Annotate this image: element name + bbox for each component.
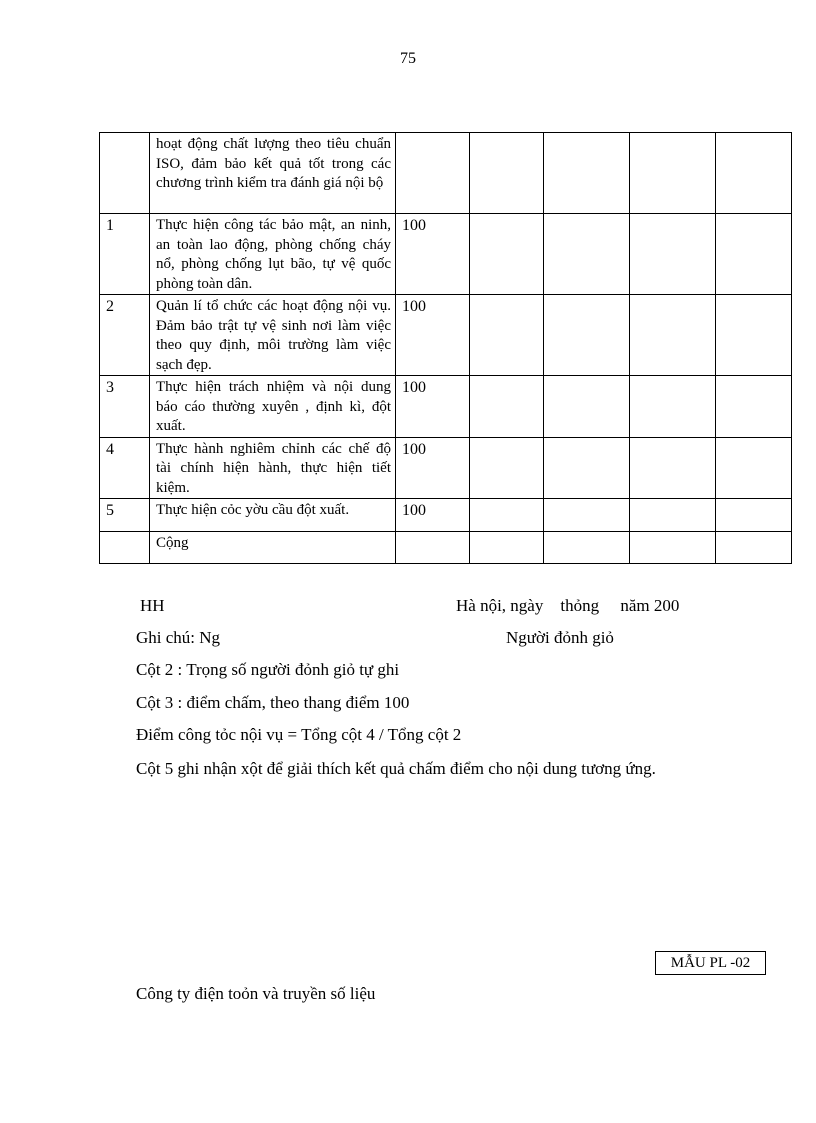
row-cell — [716, 499, 792, 532]
note-col2: Cột 2 : Trọng số người đỏnh giỏ tự ghi — [136, 660, 400, 679]
row-cell — [716, 376, 792, 438]
row-number — [100, 532, 150, 564]
row-cell — [544, 437, 630, 499]
row-description: Thực hiện cỏc yờu cầu đột xuất. — [150, 499, 396, 532]
note-col3: Cột 3 : điểm chấm, theo thang điểm 100 — [136, 693, 410, 712]
note-formula: Điểm công tỏc nội vụ = Tổng cột 4 / Tổng cột 2 — [136, 725, 462, 744]
row-description: Thực hiện công tác bảo mật, an ninh, an toàn lao động, phòng chống cháy nổ, phòng chống lụt bão, tự vệ quốc phòng toàn dân. — [150, 214, 396, 295]
row-number: 3 — [100, 376, 150, 438]
row-cell — [630, 532, 716, 564]
row-cell — [630, 437, 716, 499]
row-cell — [630, 295, 716, 376]
row-cell — [716, 437, 792, 499]
row-cell — [630, 499, 716, 532]
row-cell — [716, 295, 792, 376]
row-cell — [544, 214, 630, 295]
row-description: Thực hiện trách nhiệm và nội dung báo cáo thường xuyên , định kì, đột xuất. — [150, 376, 396, 438]
evaluator-label: Người đỏnh giỏ — [506, 628, 614, 647]
row-cell — [544, 532, 630, 564]
row-description: hoạt động chất lượng theo tiêu chuẩn ISO, đảm bảo kết quả tốt trong các chương trình kiểm tra đánh giá nội bộ — [150, 133, 396, 214]
table-row — [100, 133, 792, 214]
row-weight: 100 — [396, 214, 470, 295]
row-number — [100, 133, 150, 214]
row-cell — [716, 532, 792, 564]
evaluation-table — [99, 132, 792, 564]
row-weight: 100 — [396, 437, 470, 499]
row-number: 1 — [100, 214, 150, 295]
row-cell — [716, 214, 792, 295]
page-number: 75 — [400, 50, 416, 67]
place-date: Hà nội, ngày thỏng năm 200 — [456, 596, 680, 615]
table-row — [100, 499, 792, 532]
row-weight: 100 — [396, 376, 470, 438]
company-name: Công ty điện toỏn và truyền số liệu — [136, 984, 376, 1003]
row-cell — [630, 133, 716, 214]
row-cell — [544, 499, 630, 532]
row-cell — [544, 376, 630, 438]
row-cell — [470, 532, 544, 564]
row-cell — [544, 133, 630, 214]
row-cell — [470, 437, 544, 499]
row-weight — [396, 532, 470, 564]
note-heading: Ghi chú: Ng — [136, 628, 221, 647]
row-cell — [470, 133, 544, 214]
row-description: Quản lí tổ chức các hoạt động nội vụ. Đảm bảo trật tự vệ sinh nơi làm việc theo quy định, môi trường làm việc sạch đẹp. — [150, 295, 396, 376]
table-row-total — [100, 532, 792, 564]
row-cell — [630, 214, 716, 295]
table-row — [100, 214, 792, 295]
row-cell — [470, 499, 544, 532]
row-number: 2 — [100, 295, 150, 376]
row-cell — [544, 295, 630, 376]
row-weight: 100 — [396, 499, 470, 532]
row-cell — [470, 376, 544, 438]
row-cell — [716, 133, 792, 214]
form-code-box: MẪU PL -02 — [655, 951, 766, 975]
hh-label: HH — [140, 596, 165, 615]
table-row — [100, 437, 792, 499]
table-row — [100, 376, 792, 438]
note-col5: Cột 5 ghi nhận xột để giải thích kết quả chấm điểm cho nội dung tương ứng. — [136, 759, 656, 778]
table-row — [100, 295, 792, 376]
row-weight: 100 — [396, 295, 470, 376]
row-number: 4 — [100, 437, 150, 499]
row-cell — [470, 295, 544, 376]
total-label: Cộng — [150, 532, 396, 564]
row-number: 5 — [100, 499, 150, 532]
row-cell — [470, 214, 544, 295]
row-description: Thực hành nghiêm chỉnh các chế độ tài chính hiện hành, thực hiện tiết kiệm. — [150, 437, 396, 499]
row-cell — [630, 376, 716, 438]
row-weight — [396, 133, 470, 214]
